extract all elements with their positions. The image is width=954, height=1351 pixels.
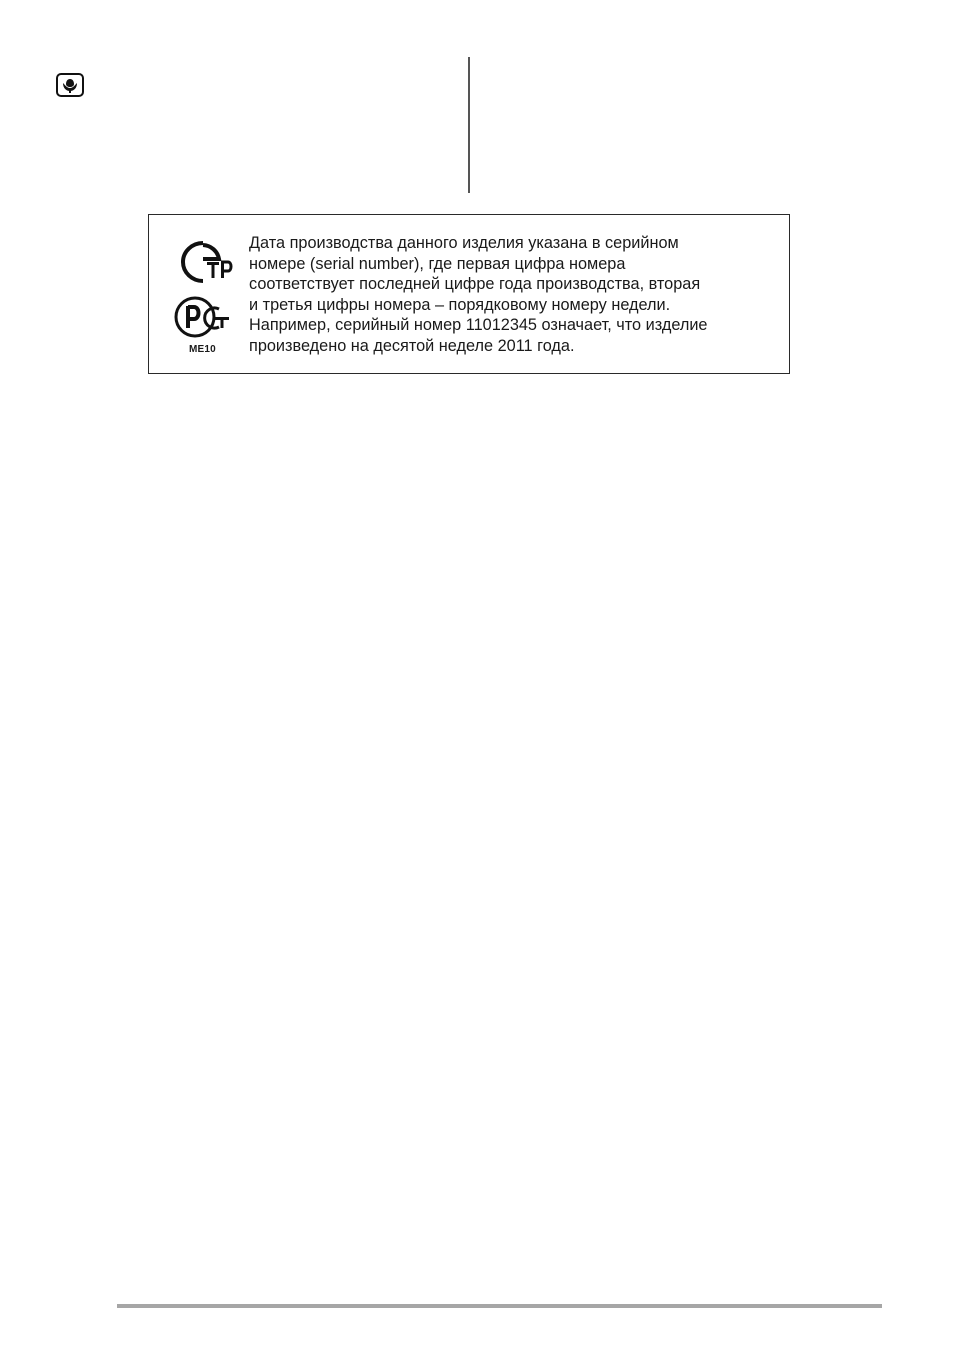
eac-mark-icon — [173, 239, 235, 285]
certification-code: ME10 — [189, 344, 216, 355]
notice-line: Дата производства данного изделия указана в серийном — [249, 234, 679, 252]
notice-line: соответствует последней цифре года производства, вторая — [249, 275, 701, 294]
notice-line: номере (serial number), где первая цифра номера — [249, 254, 626, 273]
notice-line: Например, серийный номер 11012345 означает, что изделие — [249, 316, 708, 335]
serial-number-explanation — [249, 233, 779, 357]
notice-line: произведено на десятой неделе 2011 года. — [249, 336, 575, 355]
certification-notice — [148, 214, 790, 374]
gost-r-mark-icon — [173, 295, 235, 339]
footer-rule — [117, 1304, 882, 1308]
macro-flower-icon — [56, 73, 84, 97]
notice-line: и третья цифры номера – порядковому номеру недели. — [249, 295, 671, 314]
column-divider — [468, 57, 470, 193]
